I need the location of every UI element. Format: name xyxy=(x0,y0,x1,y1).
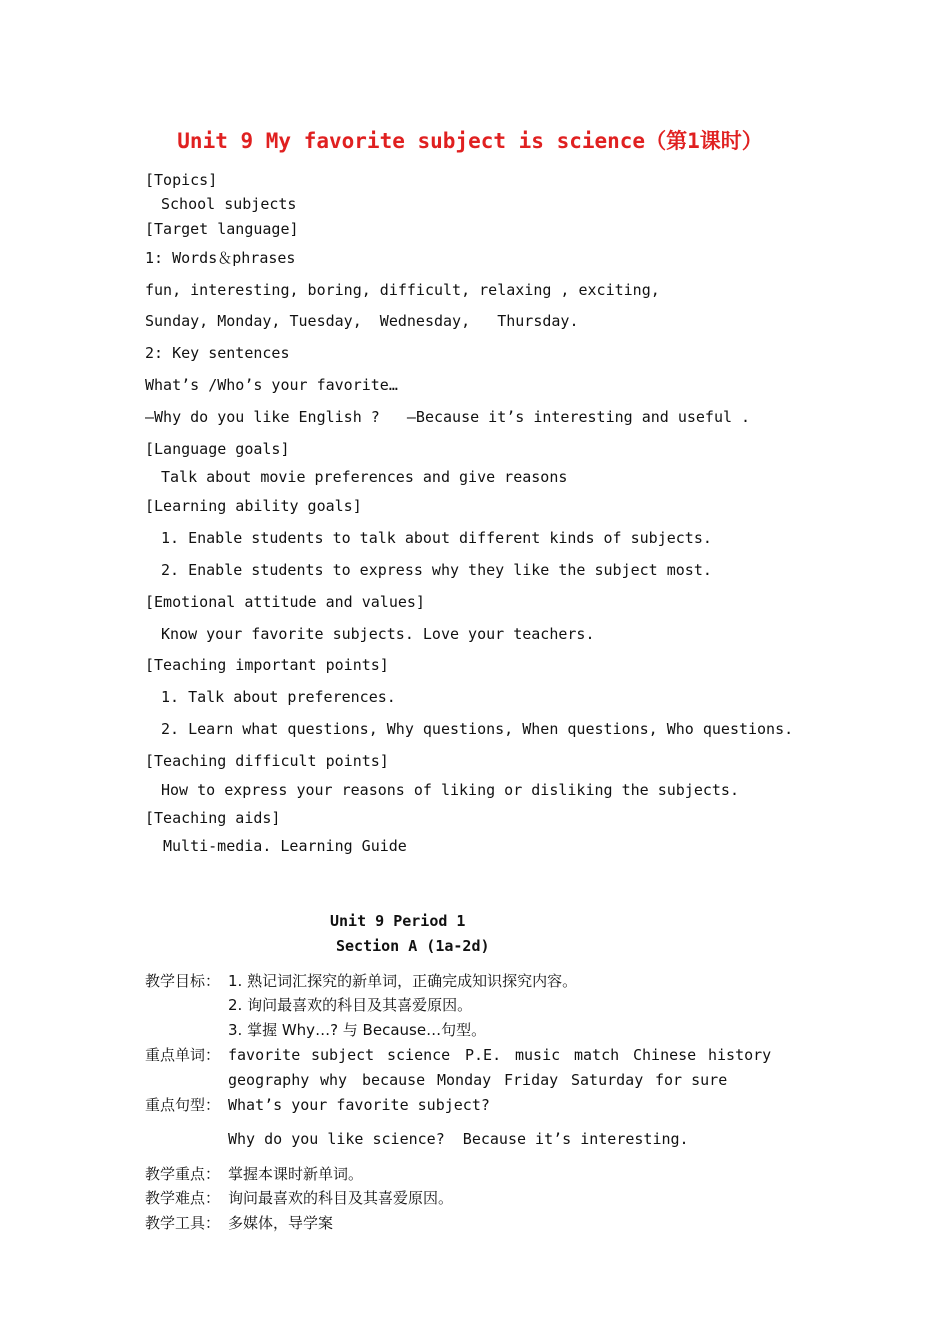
key-word: match xyxy=(574,1046,620,1064)
teaching-aids-text: Multi-media. Learning Guide xyxy=(163,837,407,855)
key-sentence-1: What’s /Who’s your favorite… xyxy=(145,376,398,394)
difficult-points-text: How to express your reasons of liking or disliking the subjects. xyxy=(161,781,739,799)
objective-1: 1. 熟记词汇探究的新单词，正确完成知识探究内容。 xyxy=(228,972,578,990)
key-sentence-2: —Why do you like English ? —Because it’s interesting and useful . xyxy=(145,408,751,426)
focus-text: 掌握本课时新单词。 xyxy=(228,1165,364,1183)
period-key-sentence-1: What’s your favorite subject? xyxy=(228,1096,490,1114)
key-word: music xyxy=(515,1046,561,1064)
focus-label: 教学重点： xyxy=(145,1165,221,1183)
key-sentences-label: 2: Key sentences xyxy=(145,344,290,362)
key-word: Chinese xyxy=(633,1046,697,1064)
words-line-1: fun, interesting, boring, difficult, relaxing , exciting, xyxy=(145,281,660,299)
emotional-heading: [Emotional attitude and values] xyxy=(145,593,425,611)
objective-3: 3. 掌握 Why…? 与 Because…句型。 xyxy=(228,1021,487,1039)
difficulty-label: 教学难点： xyxy=(145,1189,221,1207)
key-word: history xyxy=(708,1046,772,1064)
objective-2: 2. 询问最喜欢的科目及其喜爱原因。 xyxy=(228,996,473,1014)
key-word: geography xyxy=(228,1071,310,1089)
key-word: Friday xyxy=(504,1071,559,1089)
key-word: favorite xyxy=(228,1046,301,1064)
teaching-aids-heading: [Teaching aids] xyxy=(145,809,281,827)
words-line-2: Sunday, Monday, Tuesday, Wednesday, Thursday. xyxy=(145,312,579,330)
key-word: Saturday xyxy=(571,1071,644,1089)
key-word: subject xyxy=(311,1046,375,1064)
topics-heading: [Topics] xyxy=(145,171,218,189)
target-language-heading: [Target language] xyxy=(145,220,299,238)
key-word: because xyxy=(362,1071,426,1089)
objectives-label: 教学目标： xyxy=(145,972,221,990)
words-label: 1: Words＆phrases xyxy=(145,249,296,267)
language-goals-heading: [Language goals] xyxy=(145,440,290,458)
topics-text: School subjects xyxy=(161,195,297,213)
key-word: Monday xyxy=(437,1071,492,1089)
key-sentences-cn-label: 重点句型： xyxy=(145,1096,221,1114)
difficult-points-heading: [Teaching difficult points] xyxy=(145,752,389,770)
key-word: science xyxy=(387,1046,451,1064)
learning-ability-item-2: 2. Enable students to express why they like the subject most. xyxy=(161,561,712,579)
key-word: why xyxy=(320,1071,348,1089)
emotional-text: Know your favorite subjects. Love your teachers. xyxy=(161,625,595,643)
document-title: Unit 9 My favorite subject is science（第1课时） xyxy=(177,129,763,153)
important-points-item-2: 2. Learn what questions, Why questions, When questions, Who questions. xyxy=(161,720,794,738)
period-key-sentence-2: Why do you like science? Because it’s interesting. xyxy=(228,1130,689,1148)
language-goals-text: Talk about movie preferences and give reasons xyxy=(161,468,568,486)
learning-ability-item-1: 1. Enable students to talk about different kinds of subjects. xyxy=(161,529,712,547)
tools-text: 多媒体，导学案 xyxy=(228,1214,334,1232)
important-points-item-1: 1. Talk about preferences. xyxy=(161,688,396,706)
period-title: Unit 9 Period 1 xyxy=(330,912,466,930)
period-section: Section A (1a-2d) xyxy=(336,937,490,955)
key-word: for sure xyxy=(655,1071,728,1089)
tools-label: 教学工具： xyxy=(145,1214,221,1232)
key-word: P.E. xyxy=(465,1046,502,1064)
learning-ability-heading: [Learning ability goals] xyxy=(145,497,362,515)
key-words-label: 重点单词： xyxy=(145,1046,221,1064)
important-points-heading: [Teaching important points] xyxy=(145,656,389,674)
difficulty-text: 询问最喜欢的科目及其喜爱原因。 xyxy=(228,1189,454,1207)
